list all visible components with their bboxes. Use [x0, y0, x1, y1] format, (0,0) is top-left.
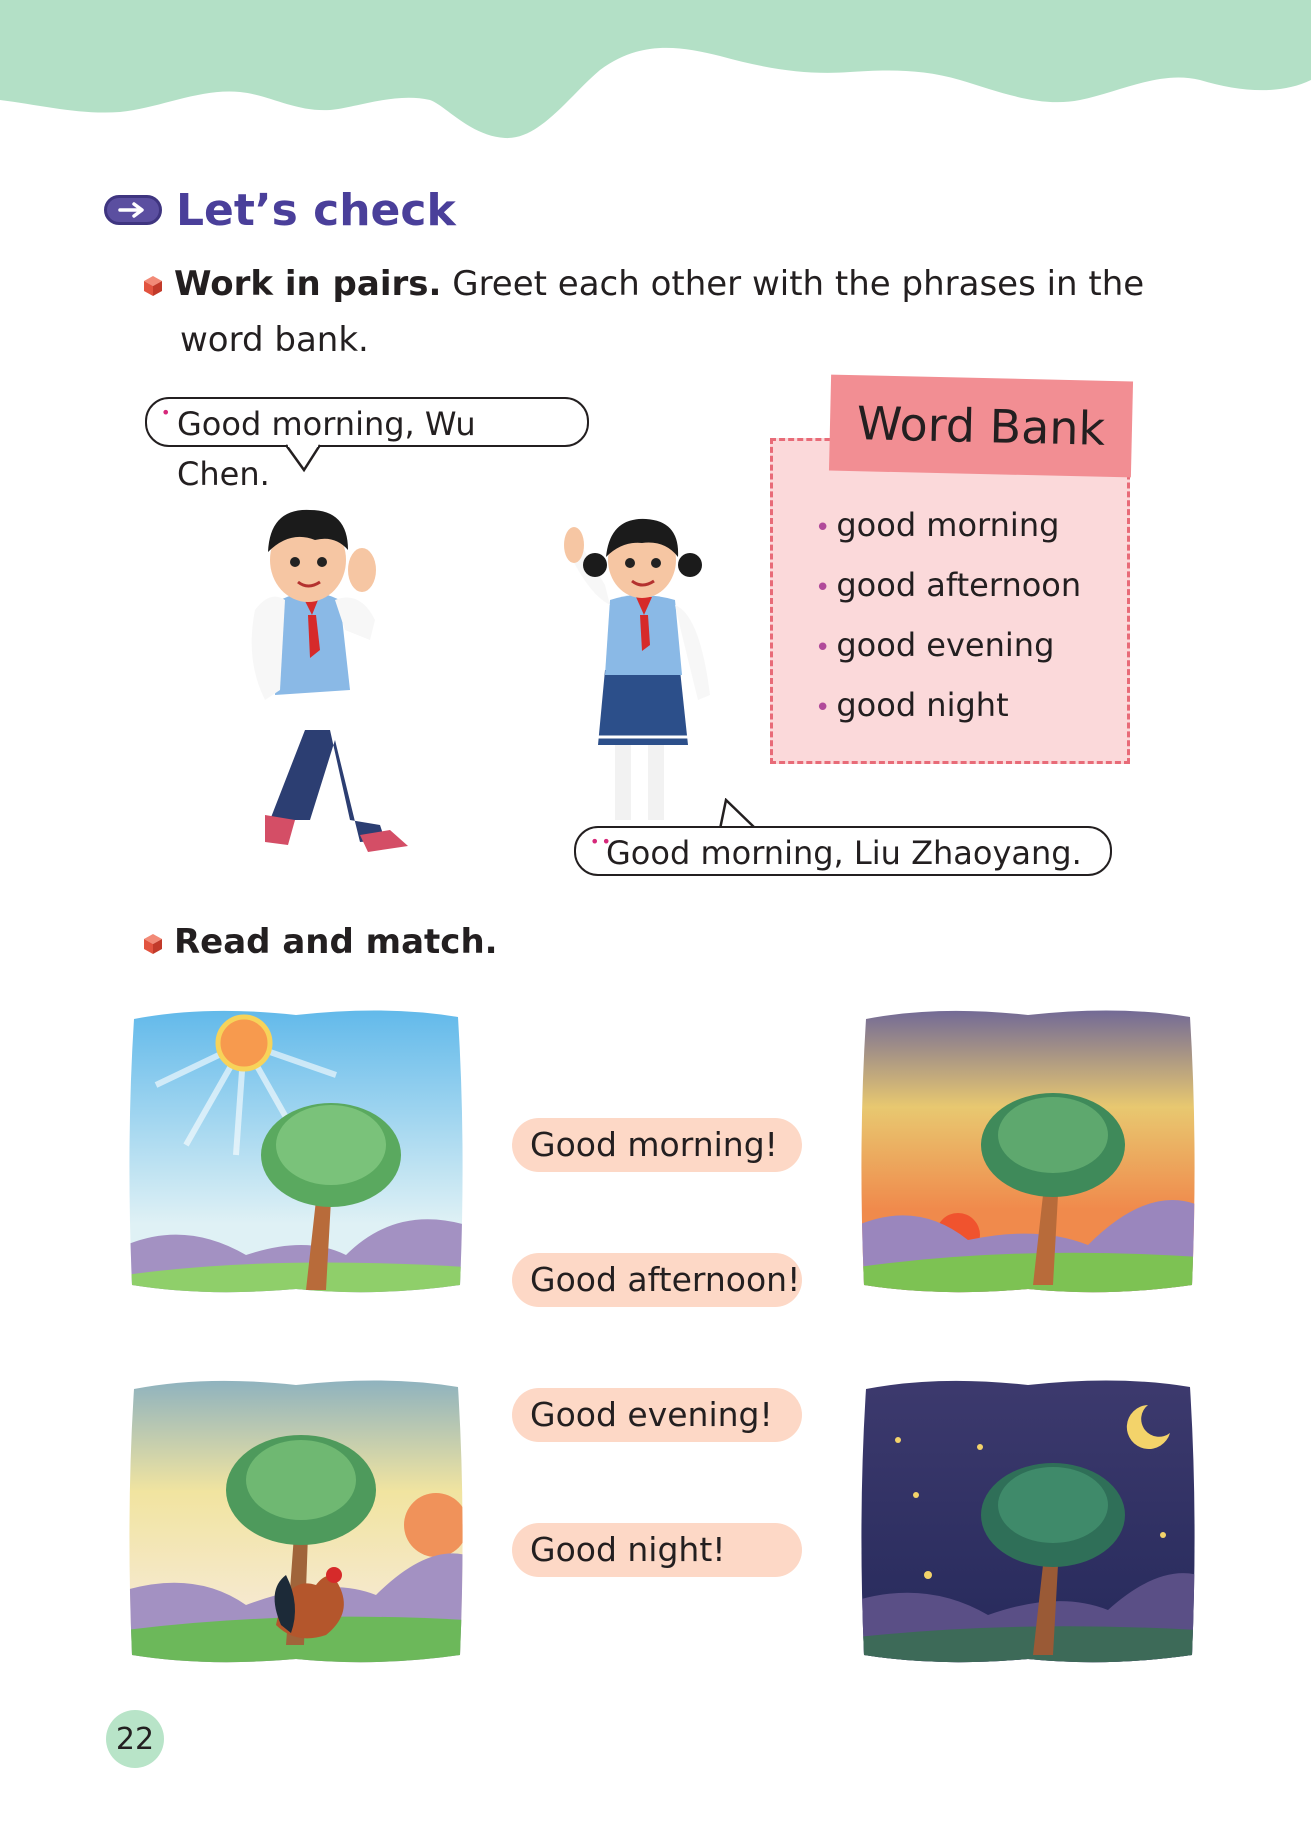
- phrase-pill[interactable]: Good morning!: [512, 1118, 802, 1172]
- activity-instruction-pairs: [142, 256, 1144, 312]
- activity-text-line2: word bank.: [180, 320, 369, 360]
- phrase-pill[interactable]: Good afternoon!: [512, 1253, 802, 1307]
- top-wave-decoration: [0, 0, 1311, 150]
- speech-bubble-tail: [284, 444, 324, 474]
- activity-title: Read and match.: [174, 922, 498, 962]
- word-bank-item: • good morning: [815, 506, 1060, 544]
- arrow-right-icon: [104, 195, 162, 225]
- word-bank-item: • good night: [815, 686, 1009, 724]
- speech-bubble-boy: • Good morning, Wu Chen.: [145, 397, 589, 447]
- phrase-pill[interactable]: Good night!: [512, 1523, 802, 1577]
- cube-bullet-icon: [142, 933, 164, 955]
- page-number: 22: [106, 1710, 164, 1768]
- night-scene-image: [858, 1375, 1198, 1667]
- section-title-text: Let’s check: [176, 184, 456, 236]
- boy-character-illustration: [210, 490, 430, 870]
- word-bank-title: Word Bank: [829, 375, 1133, 478]
- word-bank-item: • good evening: [815, 626, 1055, 664]
- girl-character-illustration: [560, 505, 750, 825]
- morning-scene-image: [126, 1005, 466, 1297]
- section-title: [104, 180, 456, 240]
- word-bank-box: [770, 438, 1130, 764]
- speech-text-boy: Good morning, Wu Chen.: [177, 405, 476, 493]
- speech-text-girl: Good morning, Liu Zhaoyang.: [606, 834, 1082, 872]
- activity-title: Work in pairs.: [174, 264, 442, 304]
- activity-text: Greet each other with the phrases in the: [441, 264, 1145, 304]
- activity-instruction-match: [142, 914, 498, 970]
- dawn-rooster-scene-image: [126, 1375, 466, 1667]
- word-bank-item: • good afternoon: [815, 566, 1082, 604]
- speech-bubble-girl: •• Good morning, Liu Zhaoyang.: [574, 826, 1112, 876]
- cube-bullet-icon: [142, 275, 164, 297]
- phrase-pill[interactable]: Good evening!: [512, 1388, 802, 1442]
- evening-scene-image: [858, 1005, 1198, 1297]
